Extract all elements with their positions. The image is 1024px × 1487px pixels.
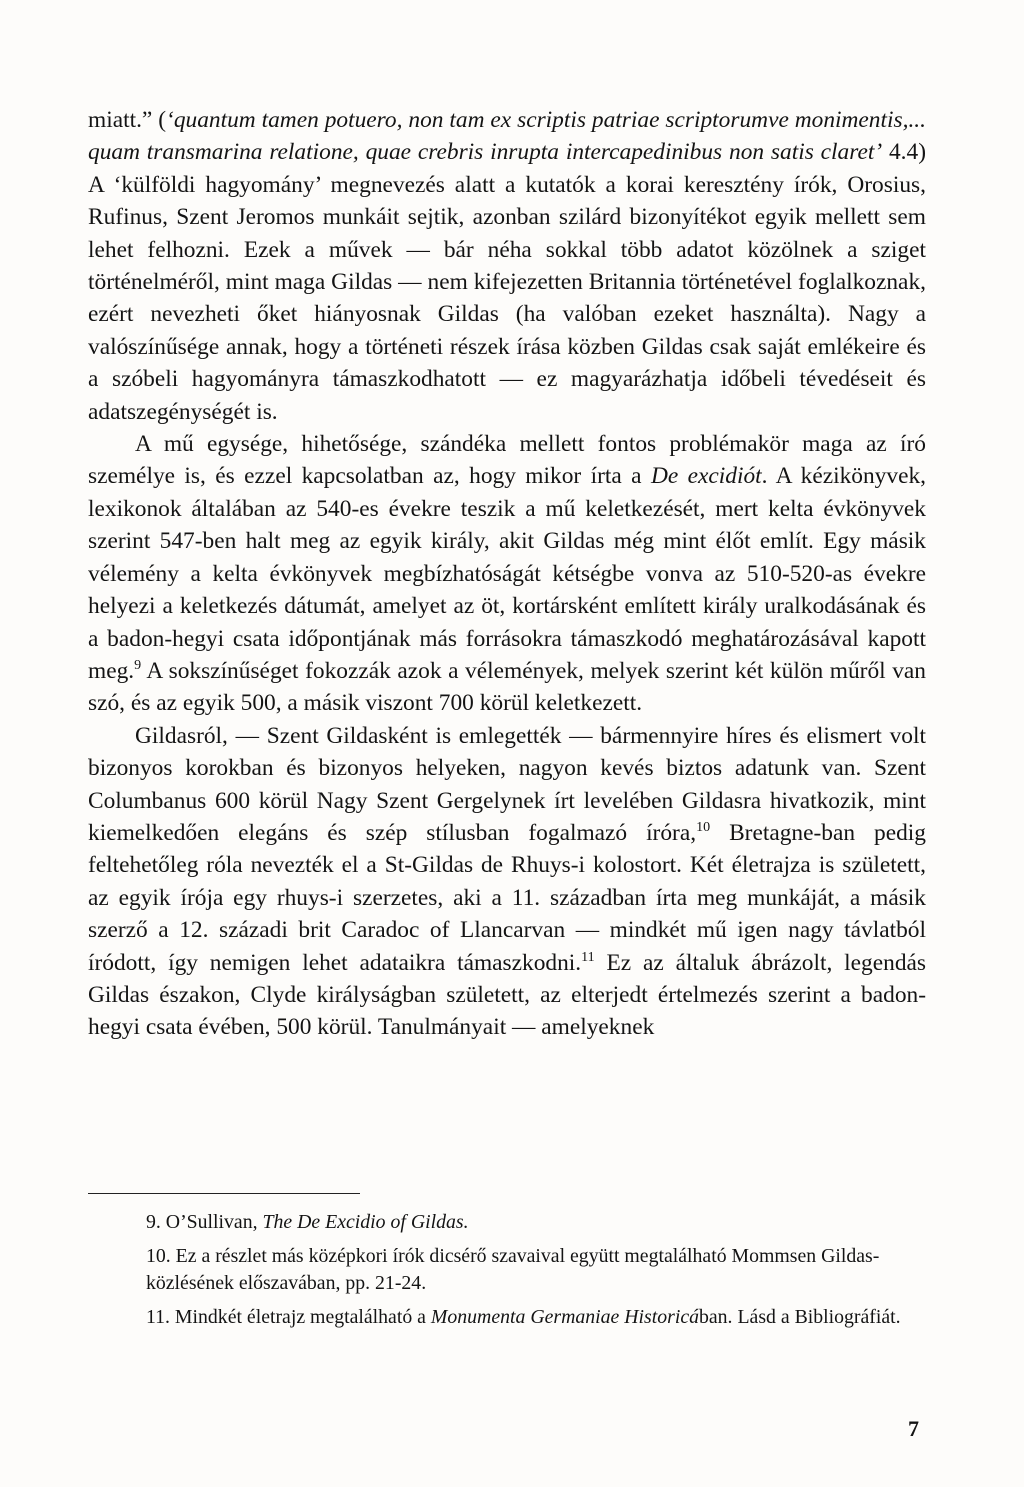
text-segment: 4.4) A ‘külföldi hagyomány’ megnevezés alatt a kutatók a korai keresztény írók, Orosius, Rufinus, Szent Jeromos munkáit sejtik, azonban szilárd bizonyítékot egyik mellett sem lehet felhozni. Ezek a művek — bár néha sokkal több adatot közölnek a sziget történelméről, mint maga Gildas — nem kifejezetten Britannia történetével foglalkoznak, ezért nevezheti őket hiányosnak Gildas (ha valóban ezeket használta). Nagy a valószínűsége annak, hogy a történeti részek írása közben Gildas csak saját emlékeire és a szóbeli hagyományra támaszkodhatott — ez magyarázhatja időbeli tévedéseit és adatszegénységét is. (88, 139, 926, 425)
text-segment: A sokszínűséget fokozzák azok a vélemények, melyek szerint két külön műről van szó, és az egyik 500, a másik viszont 700 körül keletkezett. (88, 657, 926, 717)
footnote-11 (146, 1304, 924, 1332)
latin-quote: ‘quantum tamen potuero, non tam ex scriptis patriae scriptorumve monimentis,... quam transmarina relatione, quae crebris inrupta intercapedinibus non satis claret’ (88, 107, 926, 166)
body-text (88, 104, 926, 1044)
paragraph-3 (88, 720, 926, 1044)
footnote-ref-10: 10 (696, 819, 711, 836)
text-segment: A mű egysége, hihetősége, szándéka mellett fontos problémakör maga az író személye is, és ezzel kapcsolatban az, hogy mikor írta a (88, 431, 926, 490)
footnote-ref-11: 11 (581, 948, 595, 965)
italic-title: De excidiót (650, 463, 762, 490)
page-number: 7 (908, 1416, 919, 1441)
text-segment: Bretagne-ban pedig feltehetőleg róla nevezték el a St-Gildas de Rhuys-i kolostort. Két életrajza is született, az egyik írója egy rhuys-i szerzetes, aki a 11. században írta meg munkáját, a másik szerző a 12. századi brit Caradoc of Llancarvan — mindkét mű igen nagy távlatból íródott, így nemigen lehet adataikra támaszkodni. (88, 819, 926, 976)
footnote-text: ban. Lásd a Bibliográfiát. (699, 1305, 901, 1328)
text-segment: . A kézikönyvek, lexikonok általában az 540-es évekre teszik a mű keletkezését, mert kelta évkönyvek szerint 547-ben halt meg az egyik király, akit Gildas még mint élőt említ. Egy másik vélemény a kelta évkönyvek megbízhatóságát kétségbe vonva az 510-520-as évekre helyezi a keletkezés dátumát, amelyet az öt, kortársként említett király uralkodásának és a badon-hegyi csata időpontjának más forrásokra támaszkodó meghatározásával kapott meg. (88, 463, 926, 684)
footnote-text: 9. O’Sullivan, (146, 1211, 263, 1233)
footnotes (146, 1209, 924, 1337)
footnote-10 (146, 1243, 924, 1298)
paragraph-2 (88, 428, 926, 720)
paragraph-1 (88, 104, 926, 428)
footnote-divider (88, 1193, 360, 1194)
footnote-italic: The De Excidio of Gildas. (262, 1211, 469, 1233)
text-segment: miatt.” ( (88, 107, 167, 133)
page-body (88, 104, 926, 1044)
footnote-ref-9: 9 (134, 657, 142, 674)
text-segment: Gildasról, — Szent Gildasként is emlegették — bármennyire híres és elismert volt bizonyos korokban és bizonyos helyeken, nagyon kevés biztos adatunk van. Szent Columbanus 600 körül Nagy Szent Gergelynek írt levelében Gildasra hivatkozik, mint kiemelkedően elegáns és szép stílusban fogalmazó íróra, (88, 722, 926, 846)
footnote-text: 11. Mindkét életrajz megtalálható a (146, 1305, 431, 1328)
footnote-italic: Monumenta Germaniae Historicá (430, 1305, 699, 1328)
footnote-9 (146, 1209, 924, 1237)
footnote-text: 10. Ez a részlet más középkori írók dicsérő szavaival együtt megtalálható Mommsen Gildas-közlésének előszavában, pp. 21-24. (146, 1244, 880, 1294)
text-segment: Ez az általuk ábrázolt, legendás Gildas északon, Clyde királyságban született, az elterjedt értelmezés szerint a badon-hegyi csata évében, 500 körül. Tanulmányait — amelyeknek (88, 949, 926, 1041)
